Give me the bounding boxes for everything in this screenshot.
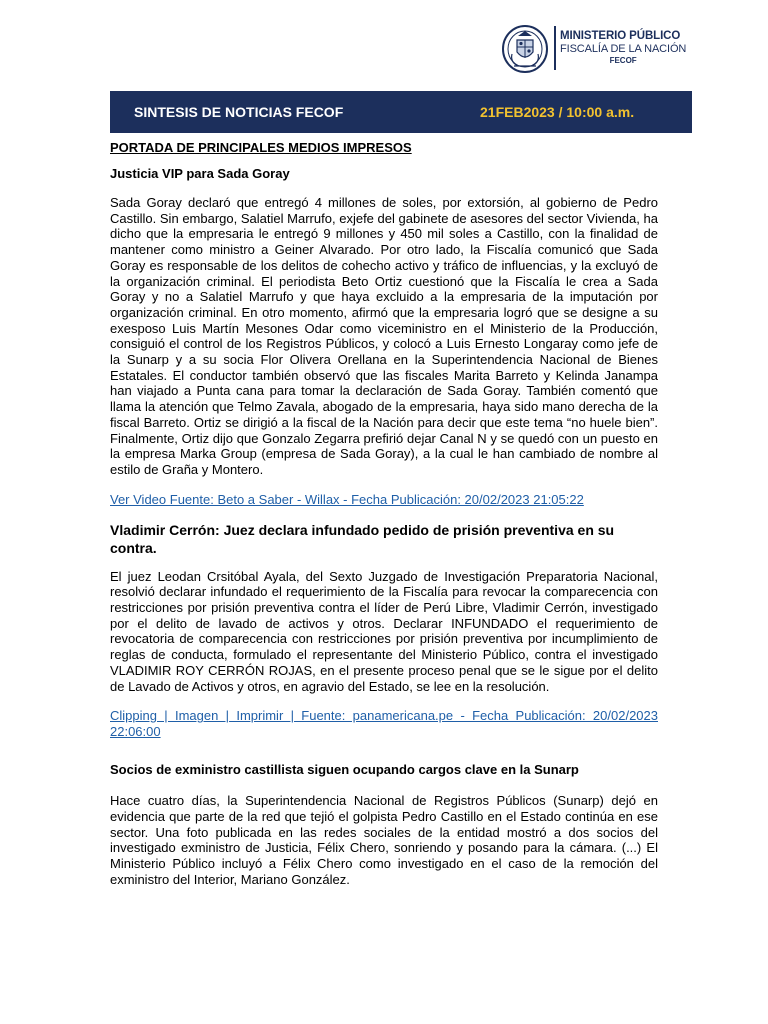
section-title: PORTADA DE PRINCIPALES MEDIOS IMPRESOS <box>110 140 412 155</box>
header-bar <box>110 91 692 133</box>
logo-line-3: FECOF <box>609 56 637 66</box>
header-title: SINTESIS DE NOTICIAS FECOF <box>134 104 344 120</box>
article-2-link[interactable]: Clipping | Imagen | Imprimir | Fuente: panamericana.pe - Fecha Publicación: 20/02/2023 22:06:00 <box>110 708 658 740</box>
logo-divider <box>554 26 556 70</box>
article-3-title: Socios de exministro castillista siguen ocupando cargos clave en la Sunarp <box>110 762 579 778</box>
document-content <box>110 140 658 888</box>
article-1-body: Sada Goray declaró que entregó 4 millones de soles, por extorsión, al gobierno de Pedro Castillo. Sin embargo, Salatiel Marrufo, exjefe del gabinete de asesores del sector Vivienda, ha dicho que la empresaria le entregó 9 millones y 450 mil soles a Castillo, con la finalidad de mantener como ministro a Geiner Alvarado. Por otro lado, la Fiscalía comunicó que Sada Goray es responsable de los delitos de cohecho activo y tráfico de influencias, y la excluyó de la organización criminal. El periodista Beto Ortiz cuestionó que la Fiscalía le crea a Sada Goray y no a Salatiel Marrufo y que haya excluido a la empresaria de la imputación por organización criminal. En otro momento, afirmó que la empresaria logró que se designe a su exesposo Luis Martín Mesones Odar como viceministro en el Ministerio de la Producción, consiguió el control de los Registros Públicos, y colocó a Luis Ernesto Longaray como jefe de la Sunarp y a su socia Flor Olivera Orellana en la Superintendencia Nacional de Bienes Estatales. El conductor también observó que las fiscales Marita Barreto y Kelinda Janampa han viajado a Punta cana para tomar la declaración de Sada Goray. También comentó que llama la atención que Telmo Zavala, abogado de la empresaria, haya sido mano derecha de la fiscal Barreto. Ortiz se dirigió a la fiscal de la Nación para decir que este tema “no huele bien”. Finalmente, Ortiz dijo que Gonzalo Zegarra prefirió dejar Canal N y se quedó con un puesto en la empresa Marka Group (empresa de Sada Goray), a la cual le han cambiado de nombre al estilo de Graña y Montero. <box>110 195 658 477</box>
article-2-body: El juez Leodan Crsitóbal Ayala, del Sexto Juzgado de Investigación Preparatoria Nacional, resolvió declarar infundado el requerimiento de la Fiscalía para revocar la comparecencia con restricciones por prisión preventiva contra el líder de Perú Libre, Vladimir Cerrón, investigado por el delito de lavado de activos y otros. Declarar INFUNDADO el requerimiento de revocatoria de comparecencia con restricciones por prisión preventiva por incumplimiento de reglas de conducta, formulado el representante del Ministerio Público, contra el investigado VLADIMIR ROY CERRÓN ROJAS, en el presente proceso penal que se le sigue por el delito de Lavado de Activos y otros, en agravio del Estado, se lee en la resolución. <box>110 568 658 694</box>
article-2-title: Vladimir Cerrón: Juez declara infundado pedido de prisión preventiva en su contra. <box>110 521 615 556</box>
logo-text <box>560 31 686 66</box>
article-3-body: Hace cuatro días, la Superintendencia Nacional de Registros Públicos (Sunarp) dejó en evidencia que parte de la red que tejió el golpista Pedro Castillo en el Estado continúa en ese sector. Una foto publicada en las redes sociales de la entidad mostró a dos socios del investigado exministro de Justicia, Félix Chero, sonriendo y posando para la cámara. (...) El Ministerio Público incluyó a Félix Chero como investigado en el caso de la remoción del exministro del Interior, Mariano González. <box>110 793 658 887</box>
ministerio-publico-logo <box>500 22 690 74</box>
seal-icon <box>500 22 550 74</box>
article-1-title: Justicia VIP para Sada Goray <box>110 166 290 181</box>
logo-line-2: FISCALÍA DE LA NACIÓN <box>560 43 687 56</box>
logo-line-1: MINISTERIO PÚBLICO <box>560 29 681 42</box>
header-date: 21FEB2023 / 10:00 a.m. <box>480 104 635 120</box>
article-1-link[interactable]: Ver Video Fuente: Beto a Saber - Willax - Fecha Publicación: 20/02/2023 21:05:22 <box>110 491 584 507</box>
